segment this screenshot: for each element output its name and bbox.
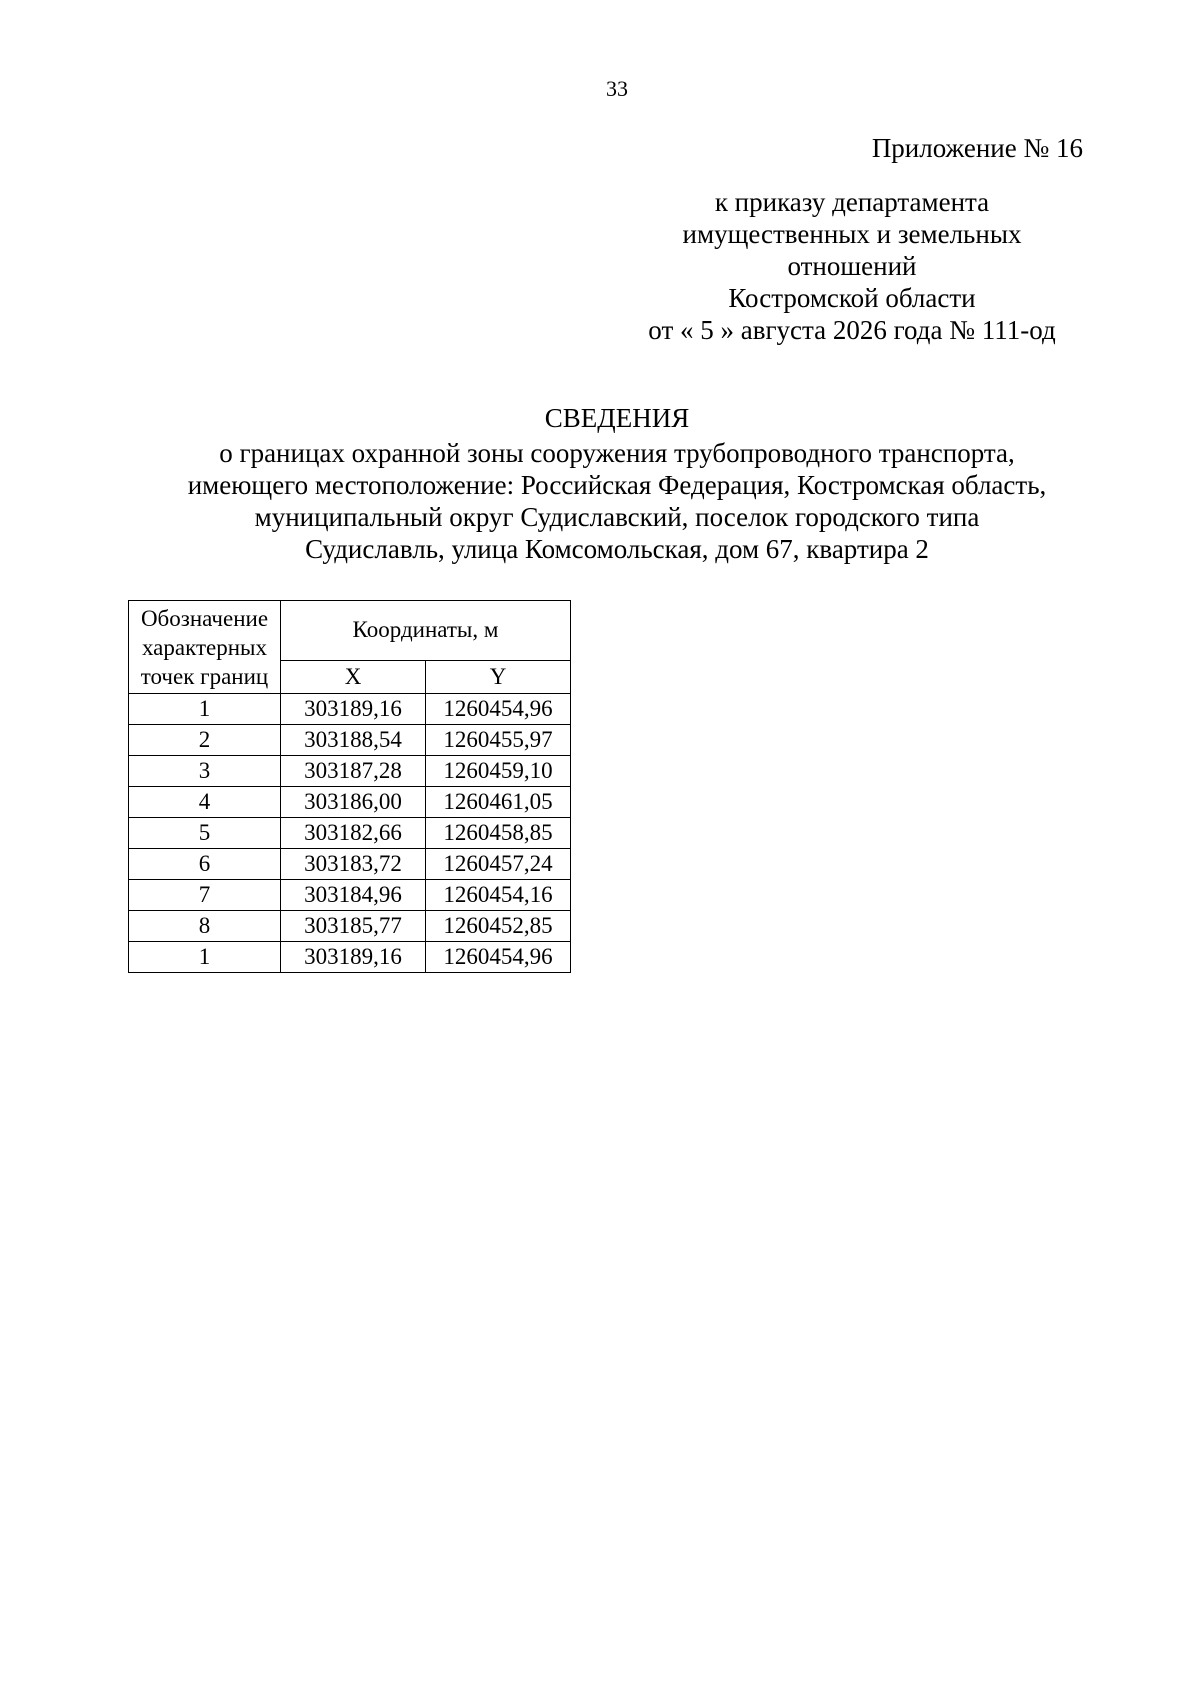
point-cell: 1 bbox=[129, 942, 281, 973]
x-cell: 303185,77 bbox=[281, 911, 426, 942]
table-row bbox=[129, 787, 571, 818]
y-column-header: Y bbox=[426, 660, 571, 693]
point-cell: 5 bbox=[129, 818, 281, 849]
point-cell: 8 bbox=[129, 911, 281, 942]
subtitle-line: Судиславль, улица Комсомольская, дом 67, квартира 2 bbox=[305, 534, 929, 564]
y-cell: 1260461,05 bbox=[426, 787, 571, 818]
y-cell: 1260454,96 bbox=[426, 694, 571, 725]
x-cell: 303187,28 bbox=[281, 756, 426, 787]
subtitle-line: о границах охранной зоны сооружения трубопроводного транспорта, bbox=[219, 438, 1015, 468]
x-column-header: X bbox=[281, 660, 426, 693]
table-row bbox=[129, 911, 571, 942]
table-row bbox=[129, 880, 571, 911]
order-reference-line: имущественных и земельных bbox=[682, 219, 1022, 249]
x-cell: 303183,72 bbox=[281, 849, 426, 880]
y-cell: 1260459,10 bbox=[426, 756, 571, 787]
point-cell: 2 bbox=[129, 725, 281, 756]
table-row bbox=[129, 756, 571, 787]
point-cell: 1 bbox=[129, 694, 281, 725]
document-title: СВЕДЕНИЯ bbox=[544, 403, 690, 433]
table-row bbox=[129, 818, 571, 849]
document-subtitle bbox=[60, 437, 1174, 565]
y-cell: 1260452,85 bbox=[426, 911, 571, 942]
order-reference-line: Костромской области bbox=[728, 283, 976, 313]
coordinates-header: Координаты, м bbox=[281, 601, 571, 661]
y-cell: 1260457,24 bbox=[426, 849, 571, 880]
x-cell: 303186,00 bbox=[281, 787, 426, 818]
x-cell: 303188,54 bbox=[281, 725, 426, 756]
table-row bbox=[129, 849, 571, 880]
x-cell: 303182,66 bbox=[281, 818, 426, 849]
appendix-label: Приложение № 16 bbox=[871, 133, 1083, 163]
x-cell: 303189,16 bbox=[281, 694, 426, 725]
subtitle-line: имеющего местоположение: Российская Федерация, Костромская область, bbox=[187, 470, 1047, 500]
y-cell: 1260458,85 bbox=[426, 818, 571, 849]
point-cell: 7 bbox=[129, 880, 281, 911]
x-cell: 303189,16 bbox=[281, 942, 426, 973]
page-number: 33 bbox=[606, 76, 628, 101]
x-cell: 303184,96 bbox=[281, 880, 426, 911]
y-cell: 1260455,97 bbox=[426, 725, 571, 756]
order-reference-line: отношений bbox=[787, 251, 917, 281]
table-row bbox=[129, 725, 571, 756]
order-reference-line: к приказу департамента bbox=[714, 187, 990, 217]
y-cell: 1260454,96 bbox=[426, 942, 571, 973]
table-header-row bbox=[129, 601, 571, 661]
point-designation-header: Обозначение характерных точек границ bbox=[129, 601, 281, 694]
table-row bbox=[129, 942, 571, 973]
order-reference bbox=[590, 186, 1114, 346]
point-cell: 4 bbox=[129, 787, 281, 818]
coordinates-table bbox=[128, 600, 571, 973]
point-cell: 3 bbox=[129, 756, 281, 787]
y-cell: 1260454,16 bbox=[426, 880, 571, 911]
table-row bbox=[129, 694, 571, 725]
order-date-number: от « 5 » августа 2026 года № 111-од bbox=[648, 315, 1056, 345]
point-cell: 6 bbox=[129, 849, 281, 880]
subtitle-line: муниципальный округ Судиславский, поселок городского типа bbox=[254, 502, 980, 532]
